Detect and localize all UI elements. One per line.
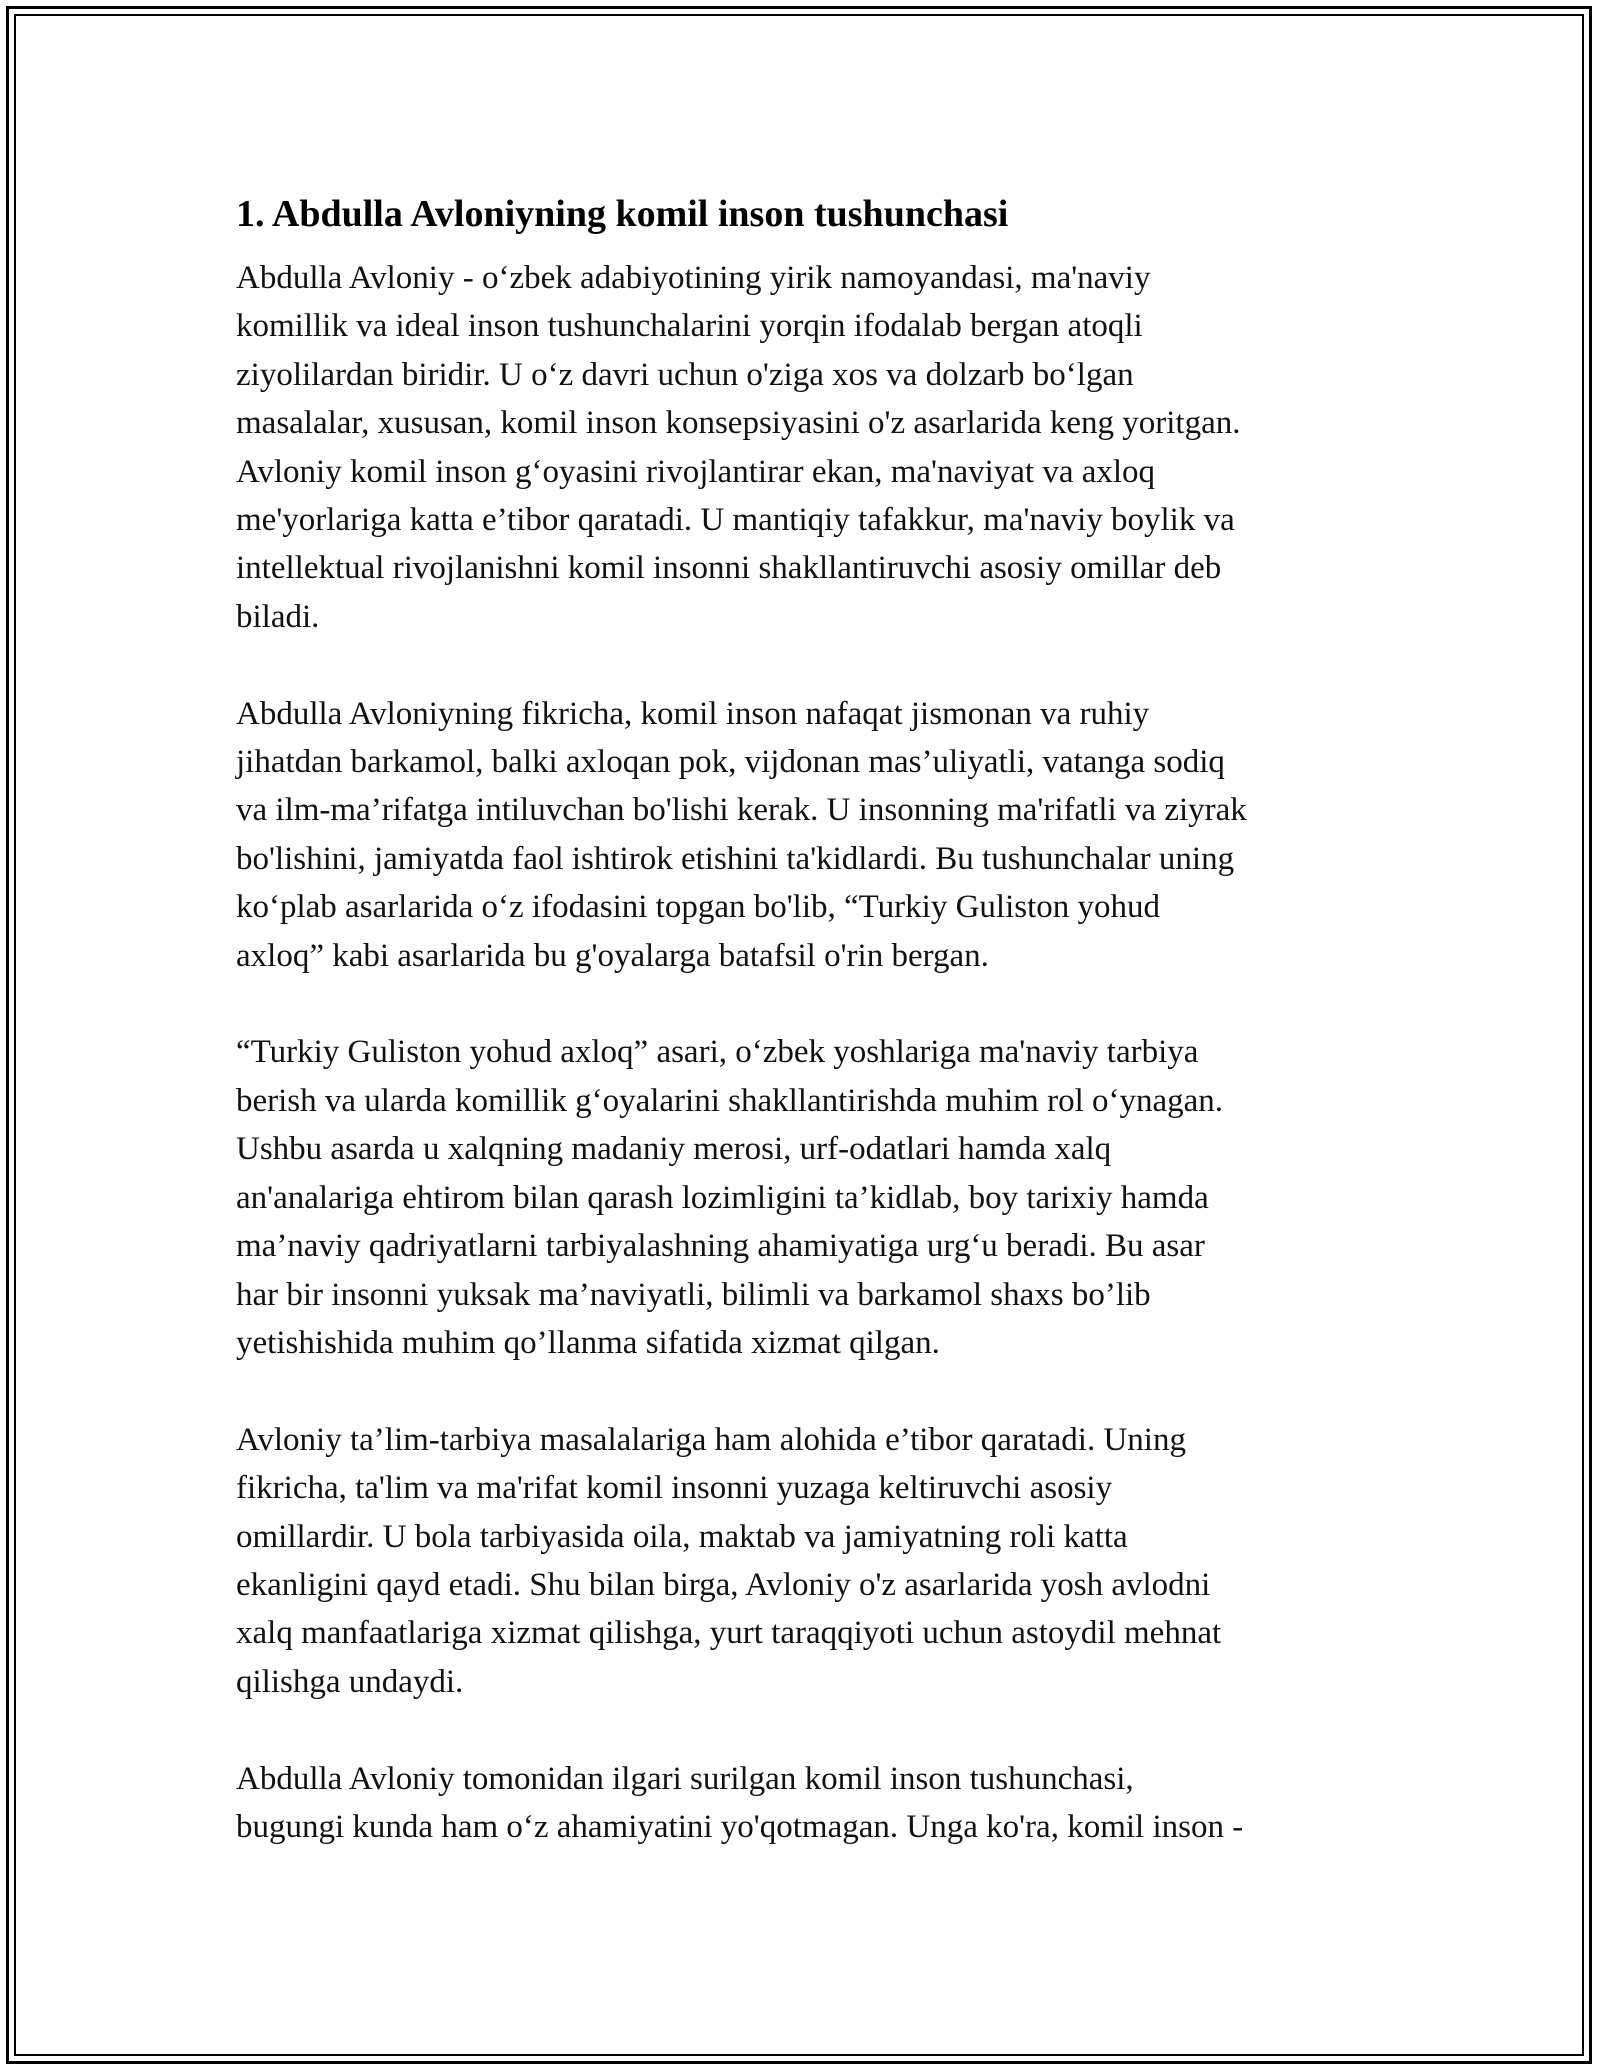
text-line: komillik va ideal inson tushunchalarini yorqin ifodalab bergan atoqli [236, 308, 1143, 345]
paragraphs-container [236, 254, 1366, 1851]
paragraph [236, 254, 1366, 641]
text-line: bo'lishini, jamiyatda faol ishtirok etishini ta'kidlardi. Bu tushunchalar uning [236, 840, 1235, 877]
text-line: ko‘plab asarlarida o‘z ifodasini topgan bo'lib, “Turkiy Guliston yohud [236, 889, 1160, 926]
text-line: ekanligini qayd etadi. Shu bilan birga, Avloniy o'z asarlarida yosh avlodni [236, 1566, 1211, 1603]
document-body [236, 188, 1366, 1900]
text-line: Avloniy komil inson g‘oyasini rivojlantirar ekan, ma'naviyat va axloq [236, 453, 1156, 490]
paragraph [236, 1028, 1366, 1367]
text-line: har bir insonni yuksak ma’naviyatli, bilimli va barkamol shaxs bo’lib [236, 1276, 1151, 1313]
text-line: bugungi kunda ham o‘z ahamiyatini yo'qotmagan. Unga ko'ra, komil inson - [236, 1808, 1244, 1845]
text-line: qilishga undaydi. [236, 1663, 464, 1700]
text-line: Abdulla Avloniy tomonidan ilgari surilgan komil inson tushunchasi, [236, 1760, 1134, 1797]
text-line: intellektual rivojlanishni komil insonni shakllantiruvchi asosiy omillar deb [236, 550, 1222, 587]
paragraph [236, 1416, 1366, 1706]
text-line: “Turkiy Guliston yohud axloq” asari, o‘zbek yoshlariga ma'naviy tarbiya [236, 1034, 1199, 1071]
text-line: yetishishida muhim qo’llanma sifatida xizmat qilgan. [236, 1324, 940, 1361]
section-heading: 1. Abdulla Avloniyning komil inson tushunchasi [236, 193, 1009, 235]
text-line: axloq” kabi asarlarida bu g'oyalarga batafsil o'rin bergan. [236, 937, 989, 974]
text-line: Abdulla Avloniyning fikricha, komil inson nafaqat jismonan va ruhiy [236, 695, 1150, 732]
text-line: berish va ularda komillik g‘oyalarini shakllantirishda muhim rol o‘ynagan. [236, 1082, 1224, 1119]
text-line: omillardir. U bola tarbiyasida oila, maktab va jamiyatning roli katta [236, 1518, 1128, 1555]
text-line: masalalar, xususan, komil inson konsepsiyasini o'z asarlarida keng yoritgan. [236, 405, 1241, 442]
text-line: an'analariga ehtirom bilan qarash lozimligini ta’kidlab, boy tarixiy hamda [236, 1179, 1209, 1216]
text-line: me'yorlariga katta e’tibor qaratadi. U mantiqiy tafakkur, ma'naviy boylik va [236, 502, 1235, 539]
text-line: va ilm-ma’rifatga intiluvchan bo'lishi kerak. U insonning ma'rifatli va ziyrak [236, 792, 1247, 829]
text-line: Avloniy ta’lim-tarbiya masalalariga ham alohida e’tibor qaratadi. Uning [236, 1421, 1186, 1458]
paragraph [236, 1755, 1366, 1852]
text-line: ziyolilardan biridir. U o‘z davri uchun o'ziga xos va dolzarb bo‘lgan [236, 356, 1134, 393]
text-line: ma’naviy qadriyatlarni tarbiyalashning ahamiyatiga urg‘u beradi. Bu asar [236, 1228, 1205, 1265]
text-line: jihatdan barkamol, balki axloqan pok, vijdonan mas’uliyatli, vatanga sodiq [236, 744, 1225, 781]
text-line: xalq manfaatlariga xizmat qilishga, yurt taraqqiyoti uchun astoydil mehnat [236, 1615, 1222, 1652]
text-line: Abdulla Avloniy - o‘zbek adabiyotining yirik namoyandasi, ma'naviy [236, 260, 1151, 296]
text-line: fikricha, ta'lim va ma'rifat komil insonni yuzaga keltiruvchi asosiy [236, 1470, 1113, 1507]
text-line: Ushbu asarda u xalqning madaniy merosi, urf-odatlari hamda xalq [236, 1131, 1112, 1168]
paragraph [236, 690, 1366, 980]
text-line: biladi. [236, 598, 320, 635]
